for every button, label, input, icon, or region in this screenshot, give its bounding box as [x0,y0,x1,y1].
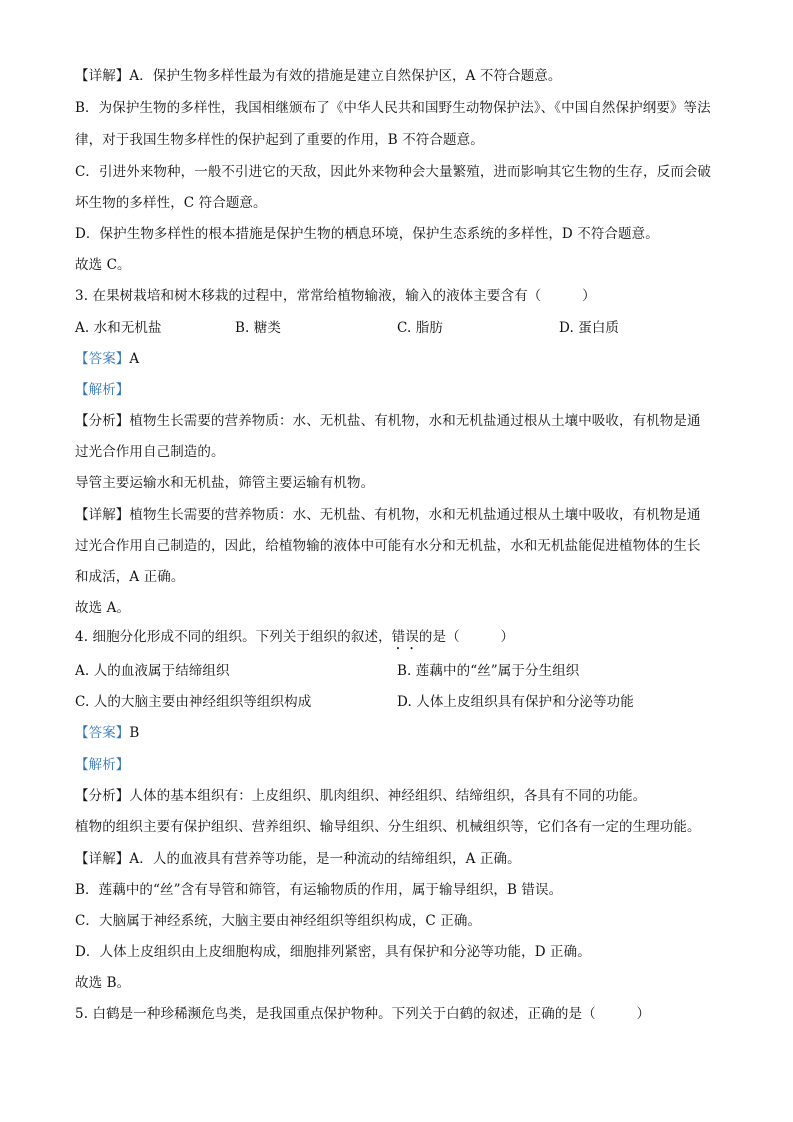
text-line: 【详解】A．保护生物多样性最为有效的措施是建立自然保护区，A 不符合题意。 [75,68,562,84]
text-line: 律，对于我国生物多样性的保护起到了重要的作用，B 不符合题意。 [75,132,484,148]
text-line: 【分析】人体的基本组织有：上皮组织、肌肉组织、神经组织、结缔组织，各具有不同的功能。 [75,788,647,804]
q4-option-d: D. 人体上皮组织具有保护和分泌等功能 [397,694,634,710]
text-line: 【分析】植物生长需要的营养物质：水、无机盐、有机物，水和无机盐通过根从土壤中吸收，有机物是通 [75,413,701,429]
q4-stem-emphasis: 错误 [391,629,419,645]
q3-option-b: B. 糖类 [235,320,282,336]
text-line: 过光合作用自己制造的。 [75,444,225,460]
q3-answer-line [75,349,725,369]
question-4-stem [75,627,725,653]
text-line: 过光合作用自己制造的，因此，给植物输的液体中可能有水分和无机盐，水和无机盐能促进植物体的生长 [75,538,701,554]
q3-option-d: D. 蛋白质 [559,320,620,336]
text-line: 【详解】植物生长需要的营养物质：水、无机盐、有机物，水和无机盐通过根从土壤中吸收，有机物是通 [75,507,701,523]
q3-option-c: C. 脂肪 [397,320,443,336]
question-5-stem: 5. 白鹤是一种珍稀濒危鸟类，是我国重点保护物种。下列关于白鹤的叙述，正确的是（ ） [75,1006,651,1022]
text-line: 故选 B。 [75,975,131,991]
q4-answer: B [129,725,140,741]
text-line: C．引进外来物种，一般不引进它的天敌，因此外来物种会大量繁殖，进而影响其它生物的生存，反而会破 [75,164,712,180]
text-line: 故选 A。 [75,600,131,616]
q4-stem-post: 的是（ ） [418,629,515,645]
q3-option-a: A. 水和无机盐 [75,320,162,336]
text-line: 导管主要运输水和无机盐，筛管主要运输有机物。 [75,475,375,491]
text-line: C．大脑属于神经系统，大脑主要由神经组织等组织构成，C 正确。 [75,913,482,929]
text-line: D．人体上皮组织由上皮细胞构成，细胞排列紧密，具有保护和分泌等功能，D 正确。 [75,944,591,960]
text-line: 坏生物的多样性，C 符合题意。 [75,195,267,211]
text-line: 植物的组织主要有保护组织、营养组织、输导组织、分生组织、机械组织等，它们各有一定的生理功能。 [75,819,701,835]
q4-jiexi-tag: 【解析】 [75,757,130,773]
q4-option-b: B. 莲藕中的“丝”属于分生组织 [397,663,580,679]
q3-answer: A [129,351,140,367]
q4-stem-pre: 4. 细胞分化形成不同的组织。下列关于组织的叙述， [75,629,392,645]
question-3-stem: 3. 在果树栽培和树木移栽的过程中，常常给植物输液，输入的液体主要含有（ ） [75,288,596,304]
text-line: 和成活，A 正确。 [75,569,185,585]
q4-option-a: A. 人的血液属于结缔组织 [75,663,230,679]
text-line: 【详解】A．人的血液具有营养等功能，是一种流动的结缔组织，A 正确。 [75,851,521,867]
q4-option-c: C. 人的大脑主要由神经组织等组织构成 [75,694,312,710]
text-line: D．保护生物多样性的根本措施是保护生物的栖息环境，保护生态系统的多样性，D 不符合题意。 [75,226,659,242]
text-line: B．为保护生物的多样性，我国相继颁布了《中华人民共和国野生动物保护法》、《中国自然保护纲要》等法 [75,100,711,116]
answer-tag: 【答案】 [75,725,130,741]
text-line: 故选 C。 [75,257,131,273]
answer-tag: 【答案】 [75,351,130,367]
text-line: B．莲藕中的“丝”含有导管和筛管，有运输物质的作用，属于输导组织，B 错误。 [75,882,563,898]
q3-jiexi-tag: 【解析】 [75,382,130,398]
q4-answer-line [75,723,725,743]
